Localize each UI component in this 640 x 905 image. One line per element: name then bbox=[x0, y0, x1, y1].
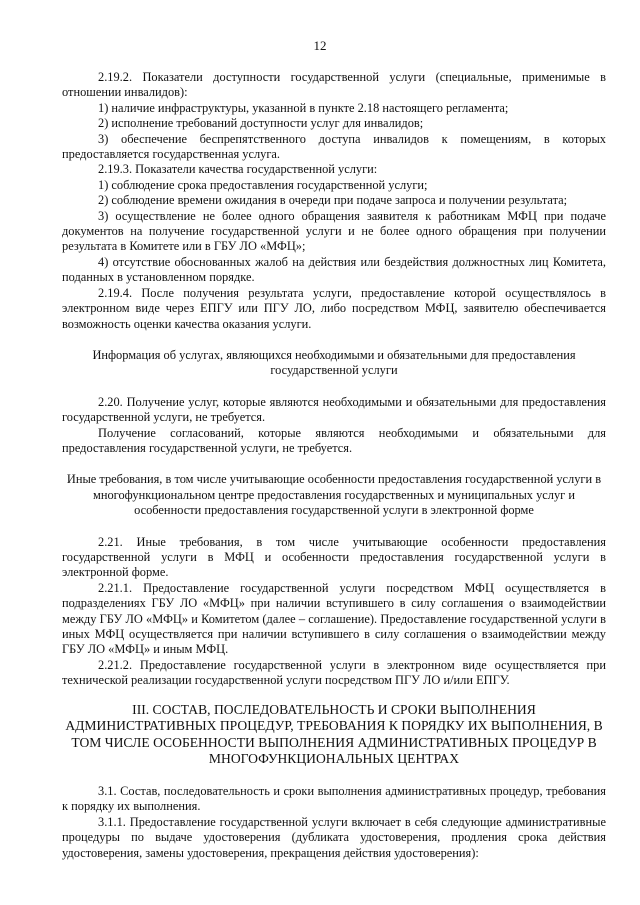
paragraph: 2.21.2. Предоставление государственной услуги в электронном виде осуществляется при технической реализации государственной услуги посредством ПГУ ЛО и/или ЕПГУ. bbox=[62, 657, 606, 688]
paragraph: 1) наличие инфраструктуры, указанной в пункте 2.18 настоящего регламента; bbox=[98, 100, 509, 115]
paragraph: 2.21. Иные требования, в том числе учитывающие особенности предоставления государственной услуги в МФЦ и особенности предоставления государственной услуги в электронной форме. bbox=[62, 534, 606, 580]
paragraph: 3.1.1. Предоставление государственной услуги включает в себя следующие административные процедуры по выдаче удостоверения (дубликата удостоверения, продления срока действия удостоверения, замены удостоверения, прекращения действия удостоверения): bbox=[62, 814, 606, 860]
paragraph: 2.19.2. Показатели доступности государственной услуги (специальные, применимые в отношении инвалидов): bbox=[62, 70, 606, 100]
paragraph: Получение согласований, которые являются необходимыми и обязательными для предоставления государственной услуги, не требуется. bbox=[62, 425, 606, 455]
spacer bbox=[62, 379, 606, 395]
spacer bbox=[62, 519, 606, 535]
paragraph: 2.21.1. Предоставление государственной услуги посредством МФЦ осуществляется в подразделениях ГБУ ЛО «МФЦ» при наличии вступившего в силу соглашения о взаимодействии между ГБУ ЛО «МФЦ» и Комитетом (далее – соглашение). Предоставление государственной услуги в иных МФЦ осуществляется при наличии вступившего в силу соглашения о взаимодействии между ГБУ ЛО «МФЦ» и иным МФЦ. bbox=[62, 580, 606, 657]
paragraph: 2) соблюдение времени ожидания в очереди при подаче запроса и получении результата; bbox=[98, 193, 568, 208]
spacer bbox=[62, 768, 606, 784]
paragraph: 2.19.4. После получения результата услуги, предоставление которой осуществлялось в электронном виде через ЕПГУ или ПГУ ЛО, либо посредством МФЦ, заявителю обеспечивается возможность оценки качества оказания услуги. bbox=[62, 285, 606, 331]
paragraph: 3.1. Состав, последовательность и сроки выполнения административных процедур, требования к порядку их выполнения. bbox=[62, 784, 606, 814]
spacer bbox=[62, 689, 606, 702]
spacer bbox=[62, 456, 606, 472]
paragraph: 3) осуществление не более одного обращения заявителя к работникам МФЦ при подаче документов на получение государственной услуги и не более одного обращения при получении результата в Комитете или в ГБУ ЛО «МФЦ»; bbox=[62, 208, 606, 254]
section-heading: III. СОСТАВ, ПОСЛЕДОВАТЕЛЬНОСТЬ И СРОКИ ВЫПОЛНЕНИЯ АДМИНИСТРАТИВНЫХ ПРОЦЕДУР, ТРЕБОВАНИЯ К ПОРЯДКУ ИХ ВЫПОЛНЕНИЯ, В ТОМ ЧИСЛЕ ОСОБЕННОСТИ ВЫПОЛНЕНИЯ АДМИНИСТРАТИВНЫХ ПРОЦЕДУР В МНОГОФУНКЦИОНАЛЬНЫХ ЦЕНТРАХ bbox=[65, 701, 603, 767]
paragraph: 2.20. Получение услуг, которые являются необходимыми и обязательными для предоставления государственной услуги, не требуется. bbox=[62, 394, 606, 425]
document-body bbox=[62, 70, 606, 861]
subsection-heading: Информация об услугах, являющихся необходимыми и обязательными для предоставления государственной услуги bbox=[92, 347, 576, 378]
page-number: 12 bbox=[313, 38, 327, 53]
paragraph: 3) обеспечение беспрепятственного доступа инвалидов к помещениям, в которых предоставляется государственная услуга. bbox=[62, 131, 606, 162]
paragraph: 1) соблюдение срока предоставления государственной услуги; bbox=[98, 177, 428, 192]
spacer bbox=[62, 332, 606, 348]
subsection-heading: Иные требования, в том числе учитывающие особенности предоставления государственной услуги в многофункциональном центре предоставления государственных и муниципальных услуг и особенности предоставления государственной услуги в электронной форме bbox=[66, 472, 602, 518]
paragraph: 2.19.3. Показатели качества государственной услуги: bbox=[98, 162, 378, 177]
paragraph: 4) отсутствие обоснованных жалоб на действия или бездействия должностных лиц Комитета, поданных в установленном порядке. bbox=[62, 254, 606, 285]
paragraph: 2) исполнение требований доступности услуг для инвалидов; bbox=[98, 116, 424, 131]
